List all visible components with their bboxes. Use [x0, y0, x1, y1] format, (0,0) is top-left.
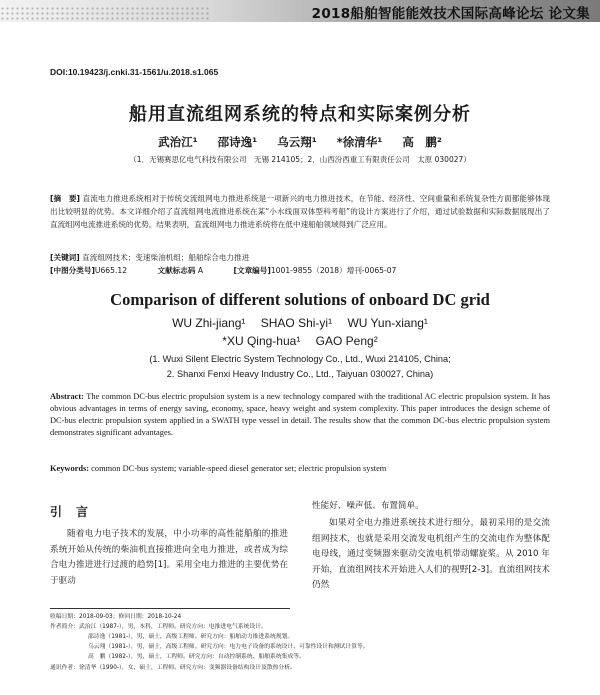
- author-en-2: SHAO Shi-yi¹: [260, 316, 333, 330]
- keywords-chinese: [50, 252, 550, 263]
- author-en-5: GAO Peng²: [315, 334, 378, 348]
- abstract-chinese: [50, 192, 550, 232]
- intro-right-column: [312, 516, 550, 594]
- doc-code-value: A: [197, 266, 204, 275]
- abstract-en-text: The common DC-bus electric propulsion system is a new technology compared with the traditional AC electric propulsion system. It has obvious advantages in terms of energy saving, economy, space, heavy weight and system complexity. This paper introduces the design scheme of DC-bus electric propulsion system applied in a SWATH type vessel in detail. The results show that the common DC-bus electric propulsion system demonstrates significant advantages.: [50, 392, 550, 437]
- classification-line: [50, 265, 550, 276]
- author-en-3: WU Yun-xiang¹: [347, 316, 428, 330]
- footnote-author-3: 乌云翔（1981-），男，硕士，高级工程师。研究方向：电力电子设备的系统设计、可靠性设计和测试计算等。: [88, 644, 369, 650]
- author-cn-3: 乌云翔¹: [277, 135, 317, 149]
- affiliation-english-2: 2. Shanxi Fenxi Heavy Industry Co., Ltd., Taiyuan 030027, China): [166, 369, 434, 379]
- clc-label: [中图分类号]: [50, 266, 95, 275]
- author-cn-5: 高 鹏²: [402, 135, 442, 149]
- affiliation-chinese: （1．无锡赛思亿电气科技有限公司 无锡 214105；2．山西汾西重工有限责任公司 太原 030027）: [129, 155, 471, 164]
- article-id-label: [文章编号]: [233, 266, 271, 275]
- intro-right-continuation: 性能好、噪声低、布置简单。: [312, 501, 424, 511]
- author-cn-2: 邵诗逸¹: [217, 135, 258, 149]
- abstract-en-label: Abstract:: [50, 392, 84, 401]
- authors-chinese: [0, 134, 600, 150]
- footnote-author-1: 作者简介：武治江（1987-），男，本科，工程师。研究方向：电推进电气系统设计。: [50, 624, 267, 630]
- authors-english-line1: [0, 316, 600, 330]
- affiliation-english-1: (1. Wuxi Silent Electric System Technology Co., Ltd., Wuxi 214105, China;: [149, 354, 451, 364]
- keywords-cn-text: 直流组网技术；变速柴油机组；船舶综合电力推进: [82, 253, 250, 262]
- footnote-corresponding: 通讯作者：徐清华（1990-），女，硕士，工程师。研究方向：变频器设备结构设计及散热分析。: [50, 665, 296, 671]
- journal-title: 2018船舶智能能效技术国际高峰论坛 论文集: [311, 6, 590, 22]
- intro-left-text: 随着电力电子技术的发展，中小功率的高性能船舶的推进系统开始从传统的柴油机直接推进向全电力推进，或者成为综合电力推进进行过渡的趋势[1]。采用全电力推进的主要优势在于驱动: [50, 529, 288, 586]
- abstract-cn-text: 直流电力推进系统相对于传统交流组网电力推进系统是一项新兴的电力推进技术，在节能、经济性、空间重量和系统复杂性方面都能够体现出比较明显的优势。本文详细介绍了直流组网电流推进系统在某“小水线面双体型科考船”的设计方案进行了介绍，通过试验数据和实际数据展现出了直流组网电流推进系统的优势。结果表明，直流组网电力推进系统将在低中速船舶领域得到广泛应用。: [50, 194, 550, 230]
- author-en-4: *XU Qing-hua¹: [222, 334, 301, 348]
- footnote-author-2: 邵诗逸（1981-），男，硕士，高级工程师。研究方向：船舶动力推进系统规划。: [88, 634, 294, 640]
- doc-code-label: 文献标志码: [157, 266, 196, 275]
- keywords-en-label: Keywords:: [50, 464, 90, 473]
- title-english: Comparison of different solutions of onboard DC grid: [110, 290, 490, 309]
- title-chinese: 船用直流组网系统的特点和实际案例分析: [129, 104, 471, 125]
- keywords-cn-label: [关键词]: [50, 253, 80, 262]
- clc-value: U665.12: [94, 266, 128, 275]
- author-cn-4: *徐清华¹: [336, 135, 383, 149]
- author-en-1: WU Zhi-jiang¹: [172, 316, 246, 330]
- intro-left-column: [50, 527, 288, 589]
- keywords-english: [50, 464, 550, 473]
- doi: DOI:10.19423/j.cnki.31-1561/u.2018.s1.065: [50, 67, 219, 77]
- article-id-value: 1001-9855（2018）增刊-0065-07: [270, 266, 397, 275]
- author-cn-1: 武治江¹: [158, 135, 198, 149]
- abstract-english: [50, 391, 550, 439]
- footnote-author-4: 高 鹏（1982-），男，硕士，工程师。研究方向：自动控制系统、船舶系统集成等。: [88, 654, 305, 660]
- keywords-en-text: common DC-bus system; variable-speed diesel generator set; electric propulsion system: [91, 464, 387, 473]
- intro-right-text: 如果对全电力推进系统技术进行细分，最初采用的是交流组网技术，也就是采用交流发电机组产生的交流电作为整体配电母线，通过变频器来驱动交流电机带动螺旋桨。从 2010 年开始，直流组网技术开始进入人们的视野[2-3]。直流组网技术仍然: [312, 518, 550, 590]
- abstract-cn-label: [摘 要]: [50, 194, 81, 203]
- footnote-received: 收稿日期：2018-09-03；修回日期：2018-10-24: [50, 614, 182, 620]
- header-dot-pattern: [0, 6, 210, 20]
- intro-heading: 引言: [50, 505, 103, 519]
- footnote-divider: [50, 608, 290, 609]
- authors-english-line2: [0, 334, 600, 348]
